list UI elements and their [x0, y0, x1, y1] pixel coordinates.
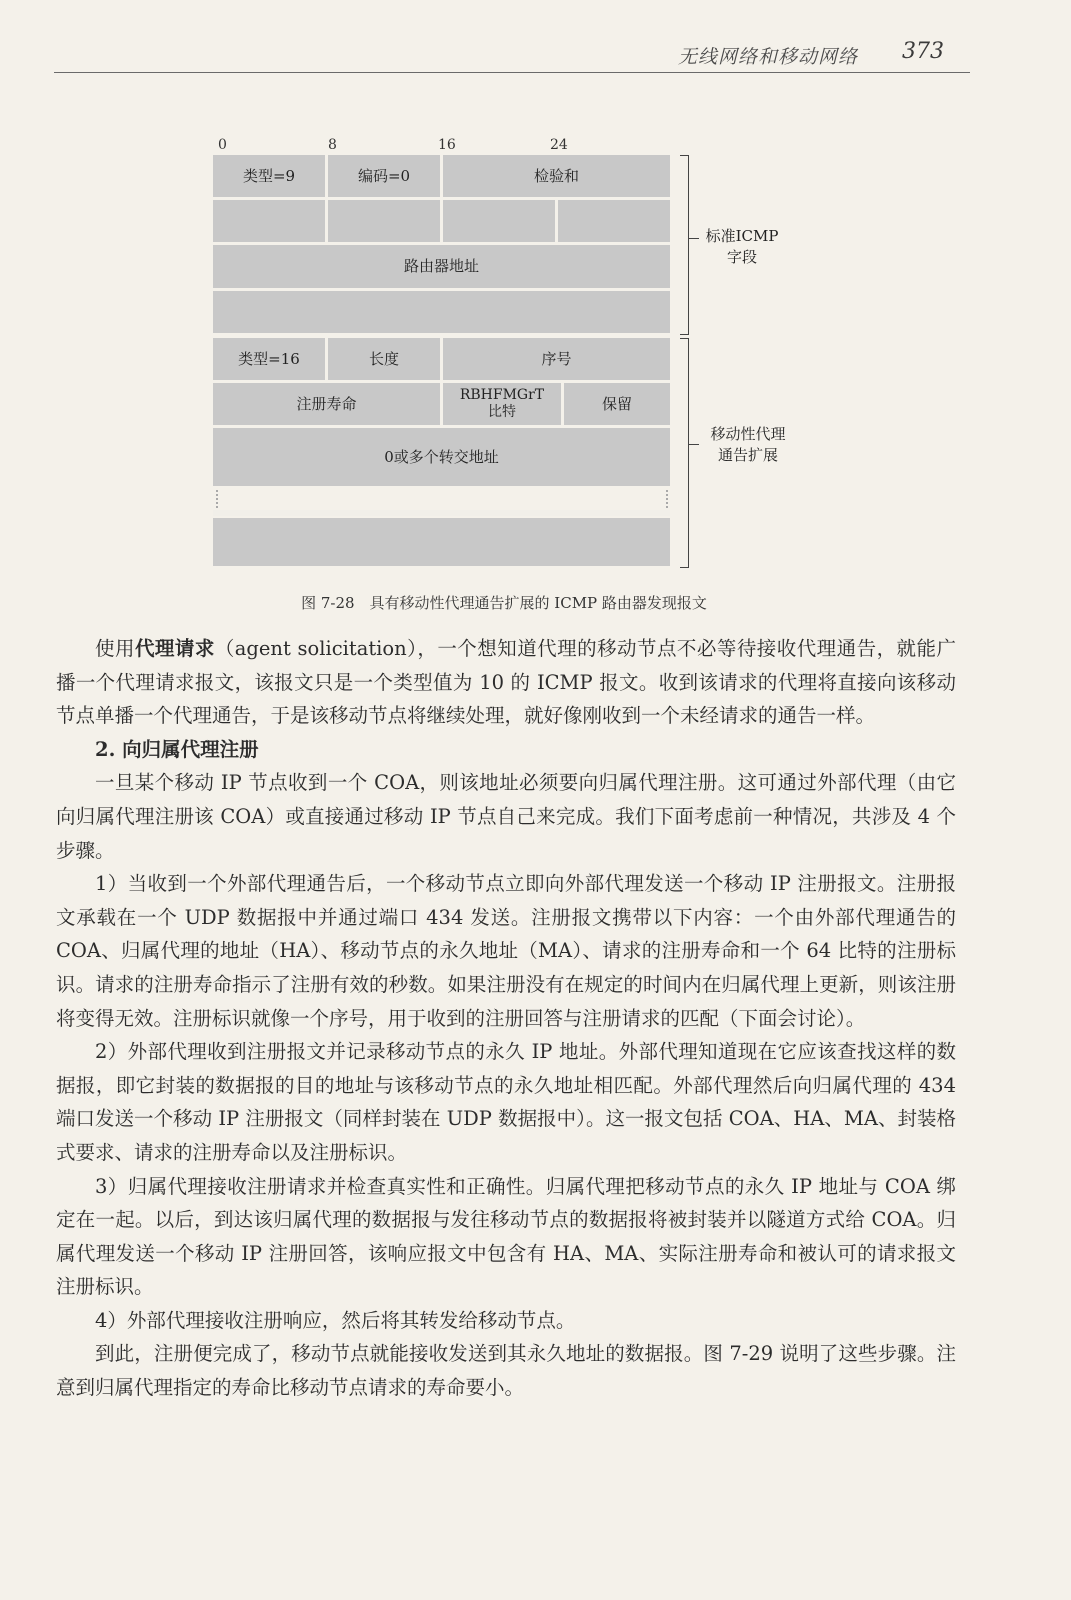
paragraph-step-2: 2）外部代理收到注册报文并记录移动节点的永久 IP 地址。外部代理知道现在它应该查找这样的数据报，即它封装的数据报的目的地址与该移动节点的永久地址相匹配。外部代理然后向归属代理的 434 端口发送一个移动 IP 注册报文（同样封装在 UDP 数据报中）。这一报文包括 COA、HA、MA、封装格式要求、请求的注册寿命以及注册标识。: [56, 1040, 956, 1164]
continuation-dots: [666, 490, 668, 508]
field-flag-bits: RBHFMGrT 比特: [443, 383, 561, 425]
text-run: （agent solicitation），一个想知道代理的移动节点不必等待接收代理通告，就能广播一个代理请求报文，该报文只是一个类型值为 10 的 ICMP 报文。收到该请求的代理将直接向该移动节点单播一个代理通告，于是该移动节点将继续处理，就好像刚收到一个未经请求的通告一样。: [56, 637, 956, 728]
field-blank: [213, 518, 670, 566]
term-agent-solicitation: 代理请求: [134, 637, 215, 660]
running-title: 无线网络和移动网络: [677, 46, 858, 68]
field-reserved: 保留: [564, 383, 670, 425]
section-heading: 2. 向归属代理注册: [95, 737, 259, 761]
field-registration-lifetime: 注册寿命: [213, 383, 440, 425]
page-number: 373: [902, 39, 944, 64]
field-blank: [443, 200, 555, 242]
field-code: 编码=0: [328, 155, 440, 197]
bit-label-24: 24: [550, 137, 568, 153]
label-standard-icmp: 标准ICMP 字段: [705, 227, 779, 266]
paragraph: 一旦某个移动 IP 节点收到一个 COA，则该地址必须要向归属代理注册。这可通过外部代理（由它向归属代理注册该 COA）或直接通过移动 IP 节点自己来完成。我们下面考虑前一种情况，共涉及 4 个步骤。: [56, 771, 956, 862]
field-router-address: 路由器地址: [213, 245, 670, 288]
bit-label-16: 16: [438, 137, 456, 153]
label-mobility-extension: 移动性代理 通告扩展: [710, 425, 786, 464]
paragraph-step-4: 4）外部代理接收注册响应，然后将其转发给移动节点。: [95, 1308, 576, 1332]
text-run: 使用: [95, 637, 135, 660]
field-blank: [328, 200, 440, 242]
field-gap: [213, 510, 670, 516]
brace-tick: [689, 444, 699, 445]
field-sequence: 序号: [443, 338, 670, 380]
field-length: 长度: [328, 338, 440, 380]
bit-label-8: 8: [328, 137, 337, 153]
field-type-9: 类型=9: [213, 155, 325, 197]
continuation-dots: [216, 490, 218, 508]
brace-tick: [689, 238, 699, 239]
field-blank: [558, 200, 670, 242]
bit-label-0: 0: [218, 137, 227, 153]
paragraph-agent-solicitation: [56, 632, 956, 733]
field-care-of-addresses: 0或多个转交地址: [213, 428, 670, 486]
field-blank: [213, 200, 325, 242]
field-checksum: 检验和: [443, 155, 670, 197]
brace-standard-icmp: [680, 155, 689, 335]
brace-mobility-extension: [680, 338, 689, 568]
paragraph-step-3: 3）归属代理接收注册请求并检查真实性和正确性。归属代理把移动节点的永久 IP 地址与 COA 绑定在一起。以后，到达该归属代理的数据报与发往移动节点的数据报将被封装并以隧道方式给 COA。归属代理发送一个移动 IP 注册回答，该响应报文中包含有 HA、MA、实际注册寿命和被认可的请求报文注册标识。: [56, 1174, 956, 1299]
field-blank: [213, 291, 670, 333]
paragraph-conclusion: 到此，注册便完成了，移动节点就能接收发送到其永久地址的数据报。图 7-29 说明了这些步骤。注意到归属代理指定的寿命比移动节点请求的寿命要小。: [56, 1342, 956, 1400]
icmp-message-figure: [0, 0, 1071, 630]
body-text: [56, 632, 956, 1405]
field-type-16: 类型=16: [213, 338, 325, 380]
paragraph-step-1: 1）当收到一个外部代理通告后，一个移动节点立即向外部代理发送一个移动 IP 注册报文。注册报文承载在一个 UDP 数据报中并通过端口 434 发送。注册报文携带以下内容：一个由外部代理通告的 COA、归属代理的地址（HA）、移动节点的永久地址（MA）、请求的注册寿命和一个 64 比特的注册标识。请求的注册寿命指示了注册有效的秒数。如果注册没有在规定的时间内在归属代理上更新，则该注册将变得无效。注册标识就像一个序号，用于收到的注册回答与注册请求的匹配（下面会讨论）。: [56, 872, 956, 1030]
figure-caption: 图 7-28 具有移动性代理通告扩展的 ICMP 路由器发现报文: [301, 594, 707, 612]
